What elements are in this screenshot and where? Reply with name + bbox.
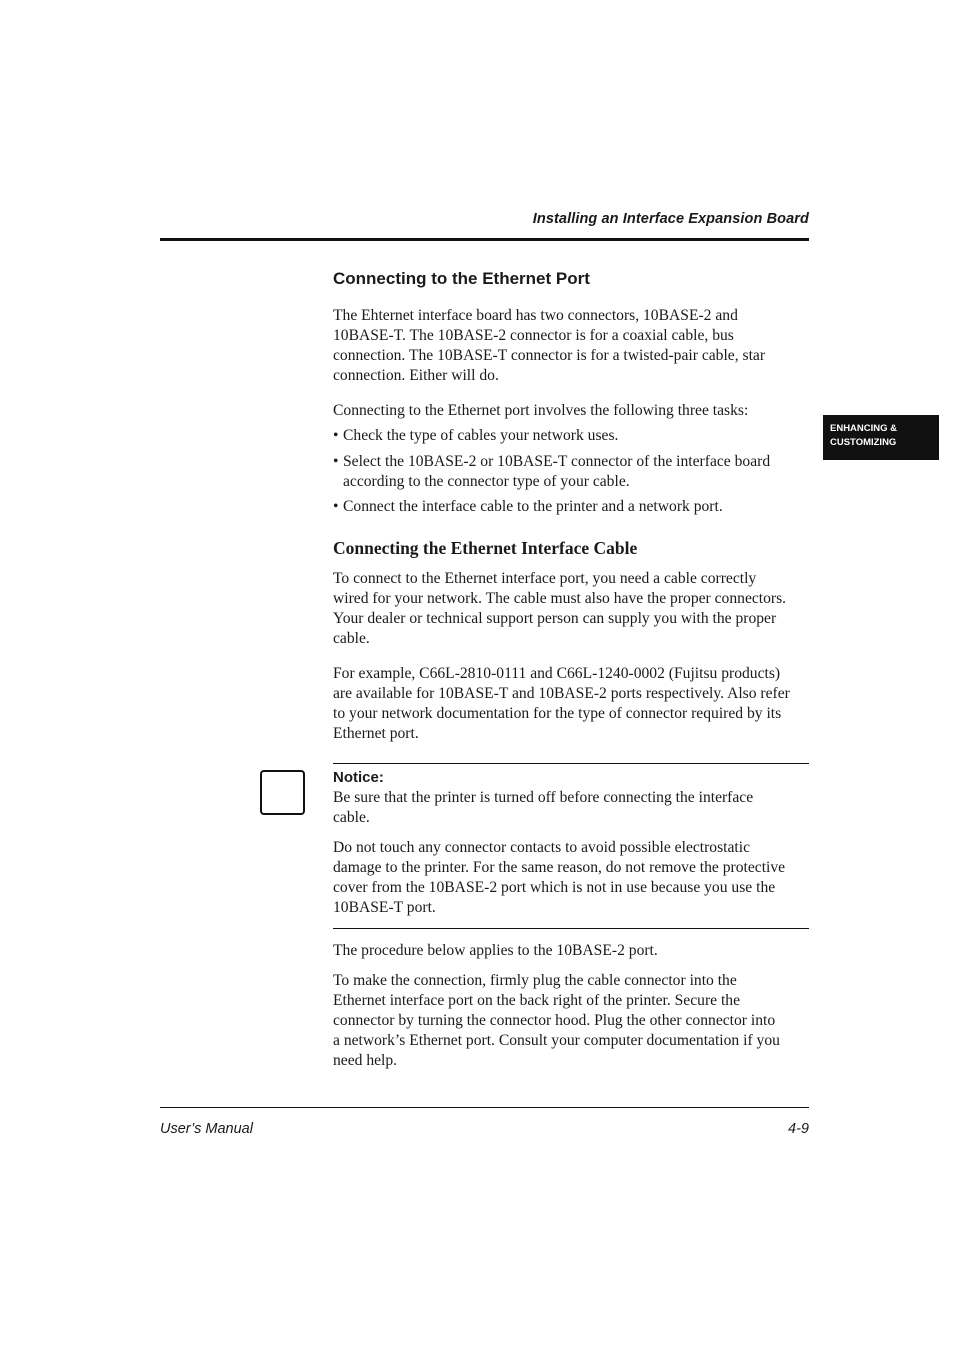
cable-line: Your dealer or technical support person can supply you with the proper (333, 610, 777, 627)
running-header: Installing an Interface Expansion Board (532, 211, 809, 227)
example-paragraph (333, 664, 809, 744)
header-rule (160, 238, 809, 241)
procedure-intro: The procedure below applies to the 10BASE-2 port. (333, 942, 658, 959)
notice-icon (260, 770, 305, 815)
example-line: Ethernet port. (333, 725, 419, 742)
page-number: 4-9 (788, 1121, 809, 1137)
notice-line: Do not touch any connector contacts to avoid possible electrostatic (333, 839, 751, 856)
task-line: according to the connector type of your cable. (343, 473, 630, 490)
procedure-line: need help. (333, 1052, 398, 1069)
notice-line: Be sure that the printer is turned off before connecting the interface (333, 789, 754, 806)
tasks-intro: Connecting to the Ethernet port involves the following three tasks: (333, 402, 749, 419)
chapter-side-tab (823, 415, 939, 460)
notice-top-rule (333, 763, 809, 764)
notice-line: cable. (333, 809, 370, 826)
procedure-line: connector by turning the connector hood. Plug the other connector into (333, 1012, 776, 1029)
intro-line: connection. Either will do. (333, 367, 499, 384)
intro-line: The Ehternet interface board has two connectors, 10BASE-2 and (333, 307, 738, 324)
notice-paragraph-2 (333, 838, 809, 918)
cable-line: cable. (333, 630, 370, 647)
task-item (333, 426, 809, 446)
bullet-icon: • (333, 427, 339, 444)
notice-title: Notice: (333, 769, 384, 786)
intro-line: connection. The 10BASE-T connector is for a twisted-pair cable, star (333, 347, 766, 364)
procedure-paragraph (333, 971, 809, 1071)
bullet-icon: • (333, 498, 339, 515)
bullet-icon: • (333, 453, 339, 470)
example-line: are available for 10BASE-T and 10BASE-2 ports respectively. Also refer (333, 685, 790, 702)
task-line: Check the type of cables your network uses. (343, 427, 619, 444)
notice-line: cover from the 10BASE-2 port which is not in use because you use the (333, 879, 776, 896)
task-line: Select the 10BASE-2 or 10BASE-T connector of the interface board (343, 453, 771, 470)
footer-rule (160, 1107, 809, 1108)
cable-line: wired for your network. The cable must also have the proper connectors. (333, 590, 787, 607)
procedure-line: Ethernet interface port on the back right of the printer. Secure the (333, 992, 741, 1009)
notice-line: damage to the printer. For the same reason, do not remove the protective (333, 859, 786, 876)
section-heading: Connecting to the Ethernet Port (333, 269, 590, 288)
intro-line: 10BASE-T. The 10BASE-2 connector is for a coaxial cable, bus (333, 327, 734, 344)
task-item (333, 497, 809, 517)
task-list (333, 426, 809, 517)
footer-manual-title: User’s Manual (160, 1121, 253, 1137)
cable-paragraph (333, 569, 809, 649)
procedure-line: To make the connection, firmly plug the cable connector into the (333, 972, 737, 989)
notice-bottom-rule (333, 928, 809, 929)
task-item (333, 452, 809, 492)
example-line: For example, C66L-2810-0111 and C66L-1240-0002 (Fujitsu products) (333, 665, 781, 682)
subsection-heading: Connecting the Ethernet Interface Cable (333, 538, 638, 558)
notice-paragraph-1 (333, 788, 809, 828)
side-tab-line-2: CUSTOMIZING (830, 437, 897, 448)
procedure-line: a network’s Ethernet port. Consult your computer documentation if you (333, 1032, 780, 1049)
side-tab-line-1: ENHANCING & (830, 423, 898, 434)
example-line: to your network documentation for the type of connector required by its (333, 705, 782, 722)
notice-line: 10BASE-T port. (333, 899, 436, 916)
intro-paragraph (333, 306, 809, 386)
task-line: Connect the interface cable to the printer and a network port. (343, 498, 723, 515)
cable-line: To connect to the Ethernet interface port, you need a cable correctly (333, 570, 757, 587)
